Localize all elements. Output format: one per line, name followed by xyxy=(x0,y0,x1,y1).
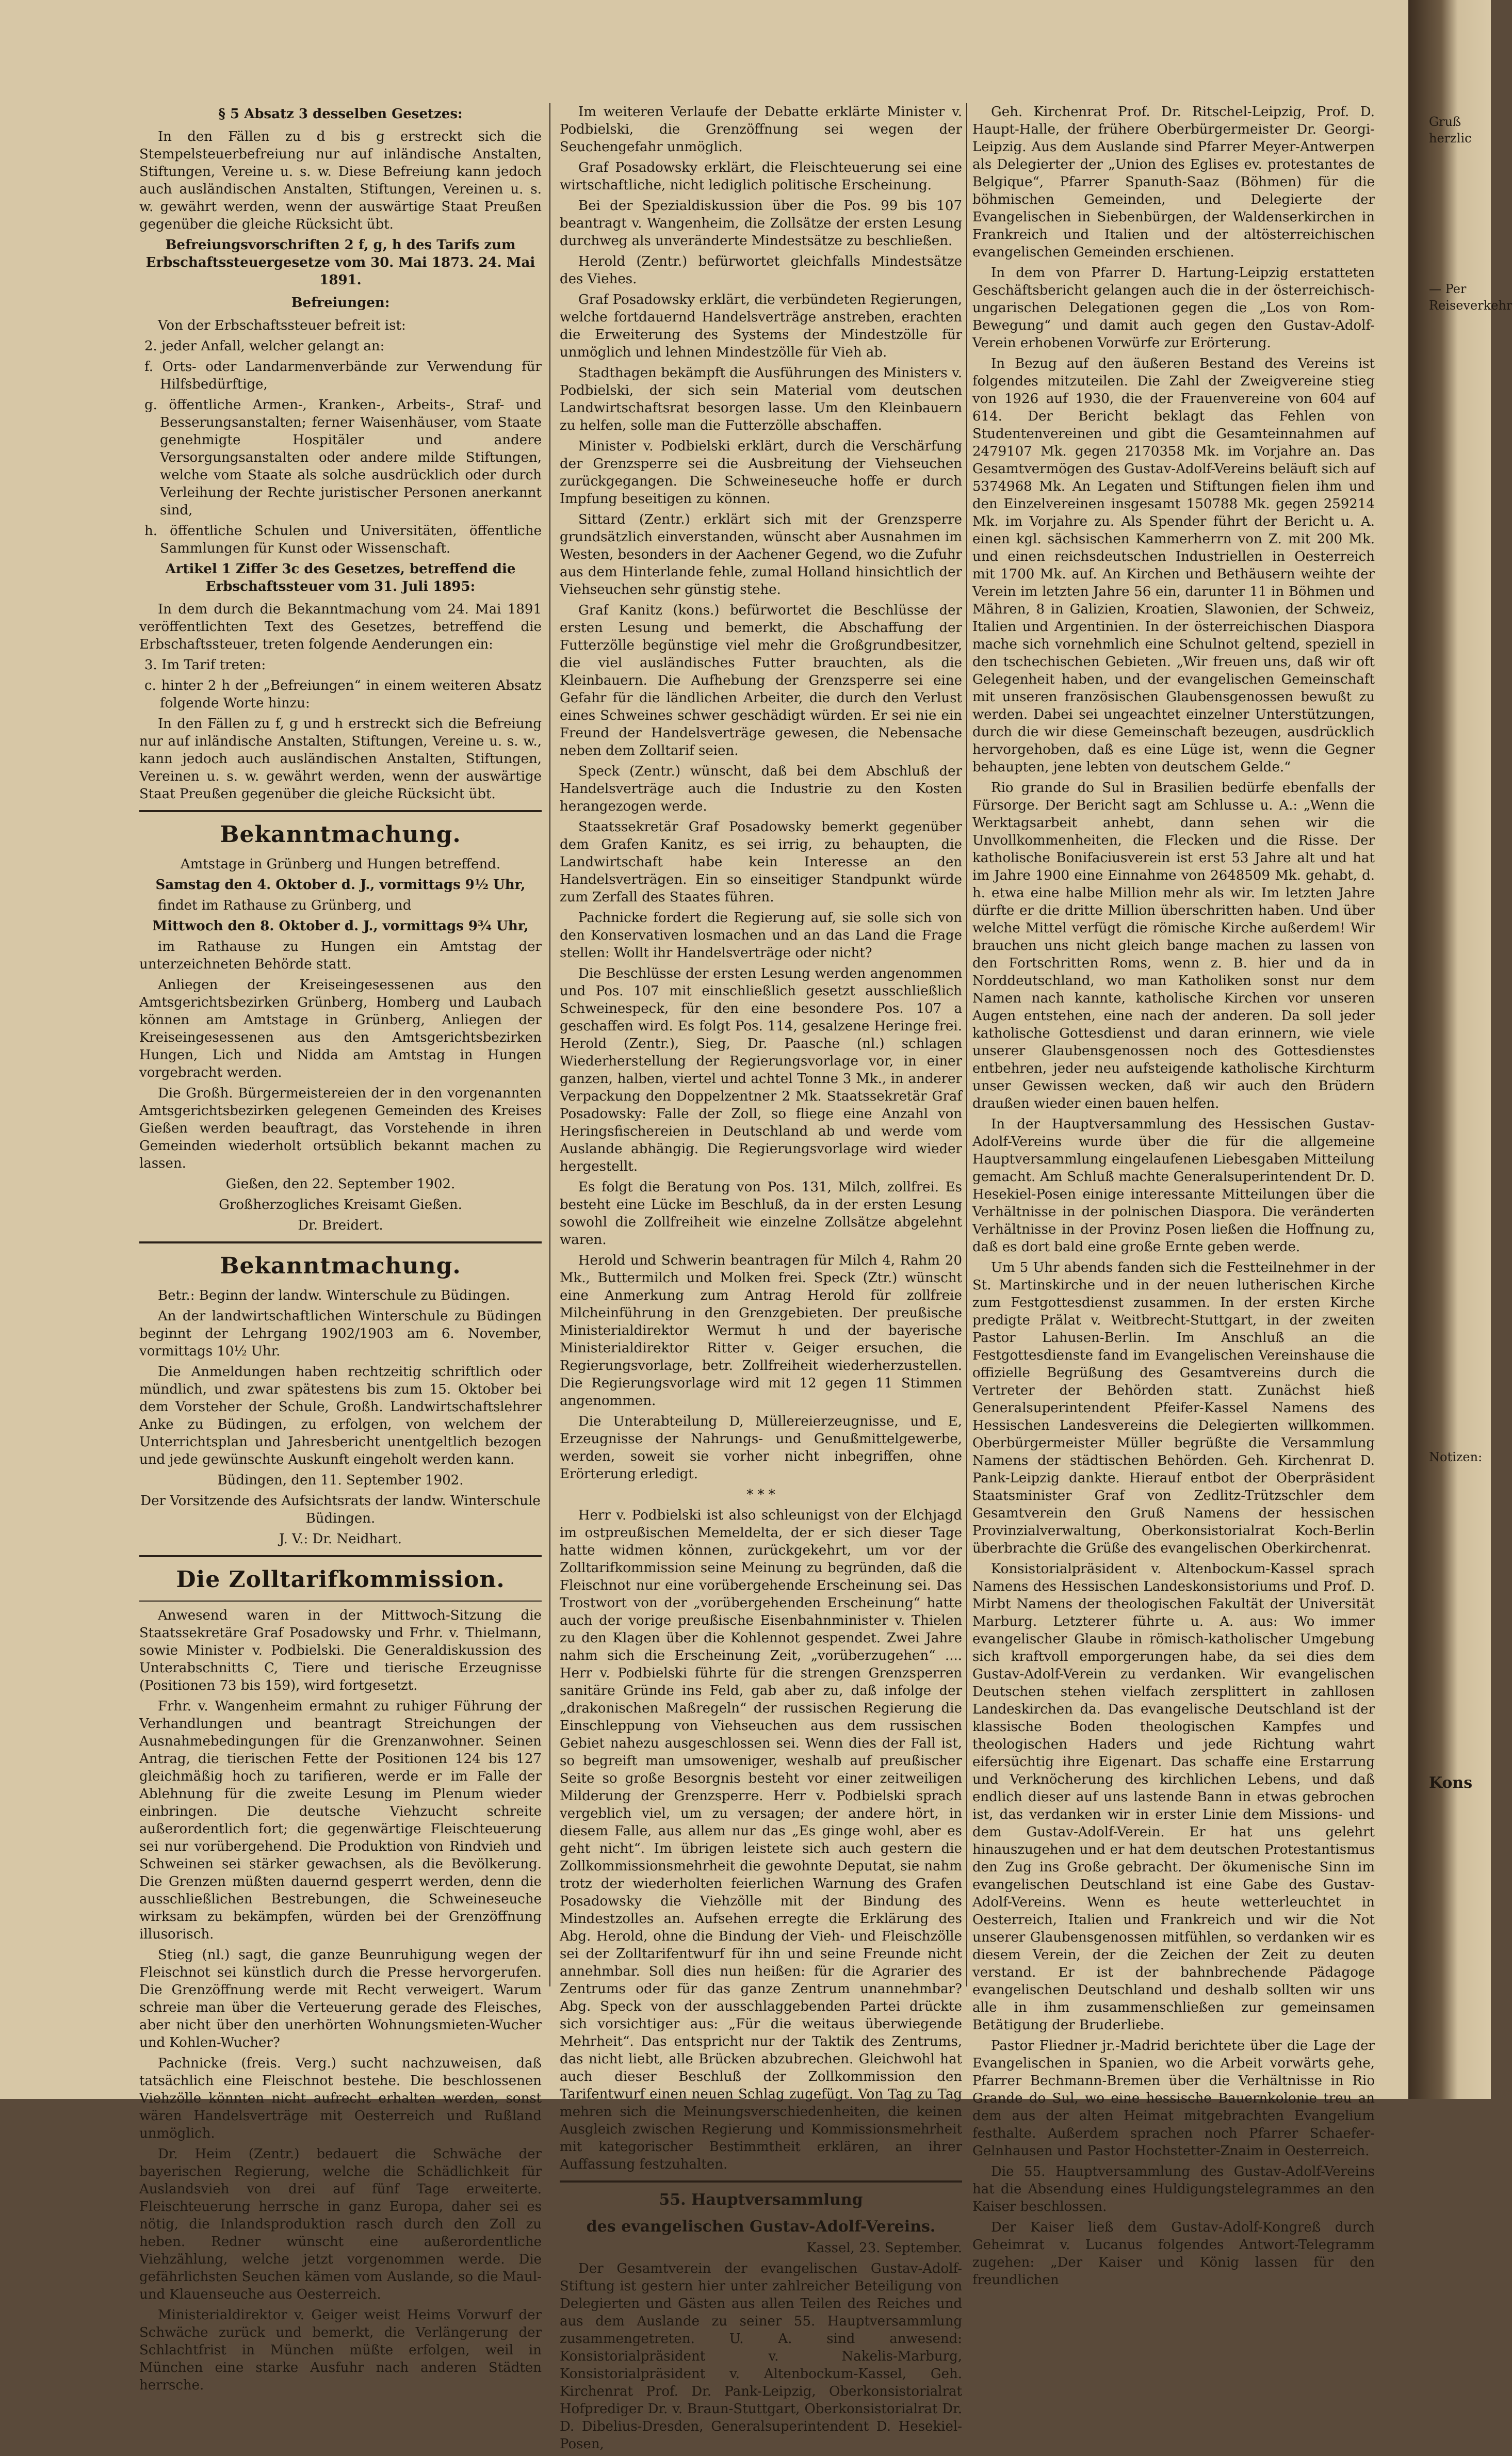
paragraph: Anliegen der Kreiseingesessenen aus den Amtsgerichtsbezirken Grünberg, Homberg und Laubach können am Amtstage in Grünberg, Anliegen der Kreiseingesessenen aus den Amtsgerichtsbezirken Hungen, Lich und Nidda am Amtstag in Hungen vorgebracht werden. xyxy=(139,977,542,1080)
article-title: 55. Hauptversammlung xyxy=(659,2191,863,2209)
paragraph: In dem von Pfarrer D. Hartung-Leipzig erstatteten Geschäftsbericht gelangen auch die in der österreichisch-ungarischen Delegationen gegen die „Los von Rom-Bewegung“ und damit auch gegen den Gustav-Adolf-Verein erhobenen Vorwürfe zur Erörterung. xyxy=(972,265,1375,351)
paragraph: Die Großh. Bürgermeistereien der in den vorgenannten Amtsgerichtsbezirken gelegenen Gemeinden des Kreises Gießen werden beauftragt, das Vorstehende in ihren Gemeinden wiederholt ortsüblich bekannt machen zu lassen. xyxy=(139,1086,542,1171)
paragraph: Graf Kanitz (kons.) befürwortet die Beschlüsse der ersten Lesung und bemerkt, die Abschaffung der Futterzölle begünstige viel mehr die Großgrundbesitzer, die viel ausländisches Futter brauchten, als die Kleinbauern. Die Aufhebung der Grenzsperre sei eine Gefahr für die ländlichen Arbeiter, die durch den Verlust eines Schweines schwer geschädigt würden. Er sei nie ein Freund der Handelsverträge gewesen, die Nebensache neben dem Zolltarif seien. xyxy=(560,603,962,758)
paragraph: Die Unterabteilung D, Müllereierzeugnisse, und E, Erzeugnisse der Nahrungs- und Genußmittelgewerbe, werden, soweit sie vorher nicht inbegriffen, ohne Erörterung erledigt. xyxy=(560,1414,962,1482)
column-1 xyxy=(139,103,542,2397)
notice-signature: Gießen, den 22. September 1902. xyxy=(225,1176,456,1192)
notice-subject: Amtstage in Grünberg und Hungen betreffend. xyxy=(180,857,501,872)
paragraph: Frhr. v. Wangenheim ermahnt zu ruhiger Führung der Verhandlungen und beantragt Streichungen der Ausnahmebedingungen für die Grenzanwohner. Seinen Antrag, die tierischen Fette der Positionen 124 bis 127 gleichmäßig hoch zu tarifieren, werde er im Falle der Ablehnung für die zweite Lesung im Plenum wieder einbringen. Die deutsche Viehzucht schreite außerordentlich fort; die gegenwärtige Fleischteuerung sei nur vorübergehend. Die Produktion von Rindvieh und Schweinen sei stärker gewachsen, als die Bevölkerung. Die Grenzen müßten dauernd gesperrt werden, denn die ausschließlichen Bestrebungen, die Schweineseuche wirksam zu bekämpfen, würden bei der Grenzöffnung illusorisch. xyxy=(139,1699,542,1942)
paragraph: Pachnicke fordert die Regierung auf, sie solle sich von den Konservativen losmachen und an das Land die Frage stellen: Wollt ihr Handelsverträge oder nicht? xyxy=(560,910,962,961)
divider xyxy=(560,2180,962,2183)
divider xyxy=(139,1601,542,1602)
adjacent-page-strip xyxy=(1429,114,1512,1792)
column-3 xyxy=(972,103,1375,2292)
column-2 xyxy=(560,103,962,2456)
paragraph: Die 55. Hauptversammlung des Gustav-Adolf-Vereins hat die Absendung eines Huldigungstelegrammes an den Kaiser beschlossen. xyxy=(972,2164,1375,2215)
paragraph: Herold (Zentr.) befürwortet gleichfalls Mindestsätze des Viehes. xyxy=(560,254,962,287)
notice-signature: Büdingen, den 11. September 1902. xyxy=(217,1473,464,1488)
paragraph: Herold und Schwerin beantragen für Milch 4, Rahm 20 Mk., Buttermilch und Molken frei. Speck (Ztr.) wünscht eine Anmerkung zum Antrag Herold für zollfreie Milcheinführung in den Grenzgebieten. Der preußische Ministerialdirektor Wermut h und der bayerische Ministerialdirektor Ritter v. Geiger ersuchen, die Regierungsvorlage, betr. Zollfreiheit wiederherzustellen. Die Regierungsvorlage wird mit 12 gegen 11 Stimmen angenommen. xyxy=(560,1253,962,1409)
notice-subject: Betr.: Beginn der landw. Winterschule zu Büdingen. xyxy=(158,1288,510,1303)
notice-title: Bekanntmachung. xyxy=(220,1253,461,1279)
subheading: Befreiungen: xyxy=(291,295,390,311)
list-item: g. öffentliche Armen-, Kranken-, Arbeits-, Straf- und Besserungsanstalten; ferner Waisenhäuser, vom Staate genehmigte Hospitäler und andere Versorgungsanstalten oder andere milde Stiftungen, welche vom Staate als solche ausdrücklich oder durch Verleihung der Rechte juristischer Personen anerkannt sind, xyxy=(144,397,542,518)
paragraph: In den Fällen zu d bis g erstreckt sich die Stempelsteuerbefreiung nur auf inländische Anstalten, Stiftungen, Vereine u. s. w. Diese Befreiung kann jedoch auch ausländischen Anstalten, Stiftungen, Vereinen u. s. w. gewährt werden, wenn der auswärtige Staat Preußen gegenüber die gleiche Rücksicht übt. xyxy=(139,129,542,232)
paragraph: Dr. Heim (Zentr.) bedauert die Schwäche der bayerischen Regierung, welche die Schädlichkeit für Auslandsvieh von drei auf fünf Tage erweiterte. Fleischteuerung herrsche in ganz Europa, daher sei es nötig, die Inlandsproduktion rasch durch den Zoll zu heben. Redner wünscht eine außerordentliche Viehzählung, welche jetzt vorgenommen werde. Die gefährlichsten Seuchen kämen vom Auslande, so die Maul- und Klauenseuche aus Oesterreich. xyxy=(139,2146,542,2302)
section-heading: Artikel 1 Ziffer 3c des Gesetzes, betreffend die Erbschaftssteuer vom 31. Juli 1895: xyxy=(165,561,516,594)
paragraph: Im weiteren Verlaufe der Debatte erklärte Minister v. Podbielski, die Grenzöffnung sei wegen der Seuchengefahr unmöglich. xyxy=(560,104,962,155)
dateline: Kassel, 23. September. xyxy=(806,2240,962,2256)
paragraph: Von der Erbschaftssteuer befreit ist: xyxy=(158,318,406,333)
column-rule-1 xyxy=(549,103,550,1986)
paragraph: Sittard (Zentr.) erklärt sich mit der Grenzsperre grundsätzlich einverstanden, wünscht aber Ausnahmen im Westen, besonders in der Aachener Gegend, wo die Zufuhr aus dem Hinterlande fehle, zumal Holland hinsichtlich der Viehseuchen sehr günstig stehe. xyxy=(560,512,962,597)
strip-text: Kons xyxy=(1429,1774,1473,1792)
divider xyxy=(139,810,542,812)
paragraph: In Bezug auf den äußeren Bestand des Vereins ist folgendes mitzuteilen. Die Zahl der Zweigvereine stieg von 1926 auf 1930, die der Frauenvereine von 604 auf 614. Der Bericht beklagt das Fehlen von Studentenvereinen und gibt die Gesamteinnahmen auf 2479107 Mk. gegen 2170358 Mk. im Vorjahre an. Das Gesamtvermögen des Gustav-Adolf-Vereins beläuft sich auf 5374968 Mk. An Legaten und Stiftungen fielen ihm und den Einzelvereinen insgesamt 150788 Mk. gegen 259214 Mk. im Vorjahre zu. Als Spender führt der Bericht u. A. einen kgl. sächsischen Kammerherrn von Z. mit 200 Mk. und einen reichsdeutschen Industriellen in Oesterreich mit 1700 Mk. auf. An Kirchen und Bethäusern weihte der Verein im letzten Jahre 56 ein, darunter 11 in Böhmen und Mähren, 8 in Galizien, Kroatien, Slawonien, der Schweiz, Italien und Argentinien. In der österreichischen Diaspora mache sich vornehmlich eine Schulnot geltend, speziell in den tschechischen Gebieten. „Wir freuen uns, daß wir oft Gelegenheit haben, und der evangelischen Gemeinschaft mit unseren französischen Glaubensgenossen bewußt zu werden. Dabei sei ungeachtet einzelner Unterstützungen, durch die wir diese Gemeinschaft bezeugen, ausdrücklich hervorgehoben, daß es eine Lüge ist, wenn die Gegner behaupten, jene lebten von deutschem Gelde.“ xyxy=(972,356,1375,775)
paragraph: Rio grande do Sul in Brasilien bedürfe ebenfalls der Fürsorge. Der Bericht sagt am Schlusse u. A.: „Wenn die Werktagsarbeit anhebt, dann sehen wir die Unvollkommenheiten, die Flecken und die Risse. Der katholische Bonifaciusverein ist erst 53 Jahre alt und hat im Jahre 1900 eine Einnahme von 2648509 Mk. gehabt, d. h. etwa eine halbe Million mehr als wir. Im letzten Jahre dürfte er die dritte Million überschritten haben. Und über welche Mittel verfügt die römische Kirche außerdem! Wir brauchen uns nicht gleich bange machen zu lassen von den Fortschritten Roms, wenn z. B. hier und da in Norddeutschland, wo man Katholiken sonst nur dem Namen nach kannte, katholische Kirchen vor unseren Augen entstehen, eine nach der anderen. Da soll jeder katholische Gottesdienst und daran erinnern, wie viele unserer Glaubensgenossen noch des Gottesdienstes entbehren, jeder neu aufsteigende katholische Kirchturm unser Gewissen wecken, daß wir auch den Brüdern draußen wieder einen bauen helfen. xyxy=(972,780,1375,1111)
paragraph: Geh. Kirchenrat Prof. Dr. Ritschel-Leipzig, Prof. D. Haupt-Halle, der frühere Oberbürgermeister Dr. Georgi-Leipzig. Aus dem Auslande sind Pfarrer Meyer-Antwerpen als Delegierter der „Union des Eglises ev. protestantes de Belgique“, Pfarrer Spanuth-Saaz (Böhmen) für die böhmischen Gemeinden, und Delegierte der Evangelischen in Siebenbürgen, der Waldenserkirchen in Frankreich und Italien und der altösterreichischen evangelischen Gemeinden erschienen. xyxy=(972,104,1375,260)
article-title: des evangelischen Gustav-Adolf-Vereins. xyxy=(586,2218,936,2236)
list-item: f. Orts- oder Landarmenverbände zur Verwendung für Hilfsbedürftige, xyxy=(144,359,542,392)
paragraph: Die Anmeldungen haben rechtzeitig schriftlich oder mündlich, und zwar spätestens bis zum 15. Oktober bei dem Vorsteher der Schule, Großh. Landwirtschaftslehrer Anke zu Büdingen, zu erfolgen, von welchem der Unterrichtsplan und Jahresbericht unentgeltlich bezogen und jede gewünschte Auskunft eingeholt werden kann. xyxy=(139,1364,542,1467)
notice-date: Mittwoch den 8. Oktober d. J., vormittags 9¾ Uhr, xyxy=(152,918,529,934)
notice-signature: J. V.: Dr. Neidhart. xyxy=(279,1531,402,1547)
paragraph: In dem durch die Bekanntmachung vom 24. Mai 1891 veröffentlichten Text des Gesetzes, betreffend die Erbschaftssteuer, treten folgende Aenderungen ein: xyxy=(139,602,542,652)
strip-text: Notizen: xyxy=(1429,1450,1483,1464)
notice-date: Samstag den 4. Oktober d. J., vormittags 9½ Uhr, xyxy=(155,877,526,893)
list-item: h. öffentliche Schulen und Universitäten, öffentliche Sammlungen für Kunst oder Wissenschaft. xyxy=(144,523,542,556)
paragraph: im Rathause zu Hungen ein Amtstag der unterzeichneten Behörde statt. xyxy=(139,939,542,972)
paragraph: Stieg (nl.) sagt, die ganze Beunruhigung wegen der Fleischnot sei künstlich durch die Presse hervorgerufen. Die Grenzöffnung werde mit Recht verweigert. Warum schreie man über die Verteuerung gerade des Fleisches, aber nicht über den unerhörten Wohnungsmieten-Wucher und Kohlen-Wucher? xyxy=(139,1947,542,2050)
paragraph: Der Gesamtverein der evangelischen Gustav-Adolf-Stiftung ist gestern hier unter zahlreicher Beteiligung von Delegierten und Gästen aus allen Teilen des Reiches und aus dem Auslande zu seiner 55. Hauptversammlung zusammengetreten. U. A. sind anwesend: Konsistorialpräsident v. Nakelis-Marburg, Konsistorialpräsident v. Altenbockum-Kassel, Geh. Kirchenrat Prof. Dr. Pank-Leipzig, Oberkonsistorialrat Hofprediger Dr. v. Braun-Stuttgart, Oberkonsistorialrat Dr. D. Dibelius-Dresden, Generalsuperintendent D. Hesekiel-Posen, xyxy=(560,2261,962,2452)
list-item: 3. Im Tarif treten: xyxy=(144,657,266,673)
divider xyxy=(139,1555,542,1557)
divider xyxy=(139,1241,542,1243)
paragraph: Ministerialdirektor v. Geiger weist Heims Vorwurf der Schwäche zurück und bemerkt, die Verlängerung der Schlachtfrist in München müßte erfolgen, weil in München eine starke Ausfuhr nach anderen Städten herrsche. xyxy=(139,2307,542,2393)
paragraph: In den Fällen zu f, g und h erstreckt sich die Befreiung nur auf inländische Anstalten, Stiftungen, Vereine u. s. w., kann jedoch auch ausländischen Anstalten, Stiftungen, Vereinen u. s. w. gewährt werden, wenn der auswärtige Staat Preußen gegenüber die gleiche Rücksicht übt. xyxy=(139,716,542,802)
paragraph: Der Kaiser ließ dem Gustav-Adolf-Kongreß durch Geheimrat v. Lucanus folgendes Antwort-Telegramm zugehen: „Der Kaiser und König lassen für den freundlichen xyxy=(972,2220,1375,2288)
paragraph: In der Hauptversammlung des Hessischen Gustav-Adolf-Vereins wurde über die für die allgemeine Hauptversammlung eingelaufenen Liebesgaben Mitteilung gemacht. Am Schluß machte Generalsuperintendent Dr. D. Hesekiel-Posen einige interessante Mitteilungen über die Verhältnisse in der polnischen Diaspora. Die veränderten Verhältnisse in der Provinz Posen ließen die Hoffnung zu, daß es dort bald eine große Ernte geben werde. xyxy=(972,1117,1375,1255)
paragraph: Um 5 Uhr abends fanden sich die Festteilnehmer in der St. Martinskirche und in der neuen lutherischen Kirche zum Festgottesdienst zusammen. In der ersten Kirche predigte Prälat v. Weitbrecht-Stuttgart, in der zweiten Pastor Lahusen-Berlin. Im Anschluß an die Festgottesdienste fand im Evangelischen Vereinshause die offizielle Begrüßung des Gesamtvereins durch die Vertreter der Behörden statt. Zunächst hieß Generalsuperintendent Pfeifer-Kassel Namens des Hessischen Landesvereins die Delegierten willkommen. Oberbürgermeister Müller begrüßte die Versammlung Namens der städtischen Behörden. Geh. Kirchenrat D. Pank-Leipzig dankte. Hierauf entbot der Oberpräsident Staatsminister Graf von Zedlitz-Trützschler dem Gesamtverein den Gruß Namens der hessischen Provinzialverwaltung, Oberkonsistorialrat Koch-Berlin überbrachte die Grüße des evangelischen Oberkirchenrat. xyxy=(972,1260,1375,1556)
paragraph: Graf Posadowsky erklärt, die verbündeten Regierungen, welche fortdauernd Handelsverträge anstreben, erachten die Erweiterung des Systems der Mindestzölle für unmöglich und lehnen Mindestzölle für Vieh ab. xyxy=(560,292,962,360)
paragraph: Es folgt die Beratung von Pos. 131, Milch, zollfrei. Es besteht eine Lücke im Beschluß, da in der ersten Lesung sowohl die Zollfreiheit wie einzelne Zollsätze abgelehnt waren. xyxy=(560,1179,962,1248)
notice-signature: Der Vorsitzende des Aufsichtsrats der landw. Winterschule Büdingen. xyxy=(140,1493,541,1526)
notice-title: Bekanntmachung. xyxy=(220,821,461,848)
column-rule-2 xyxy=(966,103,967,1986)
notice-signature: Großherzogliches Kreisamt Gießen. xyxy=(219,1197,462,1213)
strip-text: Gruß herzlic xyxy=(1429,115,1472,146)
list-item: 2. jeder Anfall, welcher gelangt an: xyxy=(144,338,385,354)
paragraph: An der landwirtschaftlichen Winterschule zu Büdingen beginnt der Lehrgang 1902/1903 am 6. November, vormittags 10½ Uhr. xyxy=(139,1308,542,1359)
strip-text: Reiseverkehr xyxy=(1429,298,1512,313)
paragraph: findet im Rathause zu Grünberg, und xyxy=(158,898,412,913)
paragraph: Anwesend waren in der Mittwoch-Sitzung die Staatssekretäre Graf Posadowsky und Frhr. v. Thielmann, sowie Minister v. Podbielski. Die Generaldiskussion des Unterabschnitts C, Tiere und tierische Erzeugnisse (Positionen 73 bis 159), wird fortgesetzt. xyxy=(139,1608,542,1693)
strip-text: — Per xyxy=(1429,282,1467,296)
paragraph: Bei der Spezialdiskussion über die Pos. 99 bis 107 beantragt v. Wangenheim, die Zollsätze der ersten Lesung durchweg als unveränderte Mindestsätze zu beschließen. xyxy=(560,198,962,249)
article-title: Die Zolltarifkommission. xyxy=(176,1566,505,1593)
notice-signature: Dr. Breidert. xyxy=(298,1218,383,1233)
paragraph: Konsistorialpräsident v. Altenbockum-Kassel sprach Namens des Hessischen Landeskonsistoriums und Prof. D. Mirbt Namens der theologischen Fakultät der Universität Marburg. Letzterer führte u. A. aus: Wo immer evangelischer Glaube in römisch-katholischer Umgebung sich kraftvoll emporgerungen habe, da sei dies dem Gustav-Adolf-Verein zu verdanken. Wir evangelischen Deutschen stehen vielfach zersplittert in zahllosen Landeskirchen da. Das evangelische Deutschland ist der klassische Boden theologischen Kampfes und theologischen Haders und jede Richtung wahrt eifersüchtig ihre Eigenart. Das schaffe eine Erstarrung und Verknöcherung des kirchlichen Lebens, und daß endlich dieser auf uns lastende Bann in etwas gebrochen ist, das verdanken wir in erster Linie dem Missions- und dem Gustav-Adolf-Verein. Er hat uns gelehrt hinauszugehen und er hat dem deutschen Protestantismus den Zug ins Große gebracht. Der ökumenische Sinn im evangelischen Deutschland ist eine Gabe des Gustav-Adolf-Vereins. Wenn es heute wetterleuchtet in Oesterreich, Italien und Frankreich und wir die Not unserer Glaubensgenossen mitfühlen, so verdanken wir es diesem Verein, der die Zeichen der Zeit zu deuten verstand. Er ist der bahnbrechende Pädagoge evangelischen Deutschland und deshalb sollten wir uns alle in ihm zusammenschließen zur gemeinsamen Betätigung der Bruderliebe. xyxy=(972,1561,1375,2033)
paragraph: Pachnicke (freis. Verg.) sucht nachzuweisen, daß tatsächlich eine Fleischnot bestehe. Die beschlossenen Viehzölle könnten nicht aufrecht erhalten werden, sonst wären Handelsverträge mit Oesterreich und Rußland unmöglich. xyxy=(139,2056,542,2141)
paragraph: Minister v. Podbielski erklärt, durch die Verschärfung der Grenzsperre sei die Ausbreitung der Viehseuchen zurückgegangen. Die Schweineseuche hoffe er durch Impfung beseitigen zu können. xyxy=(560,439,962,507)
paragraph: Stadthagen bekämpft die Ausführungen des Ministers v. Podbielski, der sich sein Material vom deutschen Landwirtschaftsrat besorgen lasse. Um den Kleinbauern zu helfen, solle man die Futterzölle abschaffen. xyxy=(560,365,962,433)
list-item: c. hinter 2 h der „Befreiungen“ in einem weiteren Absatz folgende Worte hinzu: xyxy=(144,678,542,711)
paragraph: Speck (Zentr.) wünscht, daß bei dem Abschluß der Handelsverträge auch die Industrie zu den Kosten herangezogen werde. xyxy=(560,764,962,814)
paragraph: Graf Posadowsky erklärt, die Fleischteuerung sei eine wirtschaftliche, nicht lediglich politische Erscheinung. xyxy=(560,160,962,193)
separator: * * * xyxy=(746,1487,775,1502)
paragraph: Staatssekretär Graf Posadowsky bemerkt gegenüber dem Grafen Kanitz, es sei irrig, zu behaupten, die Landwirtschaft habe kein Interesse an den Handelsverträgen. Ein so einseitiger Standpunkt würde zum Zerfall des Staates führen. xyxy=(560,819,962,905)
section-heading: § 5 Absatz 3 desselben Gesetzes: xyxy=(218,106,463,122)
paragraph: Pastor Fliedner jr.-Madrid berichtete über die Lage der Evangelischen in Spanien, wo die Arbeit vorwärts gehe, Pfarrer Bechmann-Bremen über die Verhältnisse in Rio Grande do Sul, wo eine hessische Bauernkolonie treu an dem aus der alten Heimat mitgebrachten Evangelium festhalte. Außerdem sprachen noch Pfarrer Schaefer-Gelnhausen und Pastor Hochstetter-Znaim in Oesterreich. xyxy=(972,2038,1375,2159)
section-heading: Befreiungsvorschriften 2 f, g, h des Tarifs zum Erbschaftssteuergesetze vom 30. Mai 1873. 24. Mai 1891. xyxy=(145,237,535,288)
paragraph: Die Beschlüsse der ersten Lesung werden angenommen und Pos. 107 mit einschließlich gesetzt ausschließlich Schweinespeck, für den eine besondere Pos. 107 a geschaffen wird. Es folgt Pos. 114, gesalzene Heringe frei. Herold (Zentr.), Sieg, Dr. Paasche (nl.) schlagen Wiederherstellung der Regierungsvorlage vor, in einer ganzen, halben, viertel und achtel Tonne 3 Mk., in anderer Verpackung den Doppelzentner 2 Mk. Staatssekretär Graf Posadowsky: Falle der Zoll, so fliege eine Anzahl von Heringsfischereien in Deutschland ab und werde vom Auslande abhängig. Die Regierungsvorlage wird wieder hergestellt. xyxy=(560,966,962,1174)
paragraph: Herr v. Podbielski ist also schleunigst von der Elchjagd im ostpreußischen Memeldelta, der er sich dieser Tage hatte widmen können, zurückgekehrt, um vor der Zolltarifkommission seine Meinung zu begründen, daß die Fleischnot nur eine vorübergehende Erscheinung sei. Das Trostwort von der „vorübergehenden Erscheinung“ hatte auch der vorige preußische Eisenbahnminister v. Thielen zu den Klagen über die Kohlennot gespendet. Zwei Jahre nahm sich die Erscheinung Zeit, „vorüberzugehen“ .... Herr v. Podbielski führte für die strengen Grenzsperren sanitäre Gründe ins Feld, gab aber zu, daß infolge der „drakonischen Maßregeln“ der russischen Regierung die Einschleppung von Viehseuchen aus dem russischen Gebiet nahezu ausgeschlossen sei. Wenn dies der Fall ist, so begreift man umsoweniger, weshalb auf preußischer Seite so große Besorgnis besteht vor einer zeitweiligen Milderung der Grenzsperre. Herr v. Podbielski sprach vergeblich viel, um zu versagen; der andere hört, in diesem Falle, aus allem nur das „Es ginge wohl, aber es geht nicht“. Im übrigen leistete sich auch gestern die Zollkommissionsmehrheit die gewohnte Deputat, sie nahm trotz der wiederholten feierlichen Warnung des Grafen Posadowsky die Viehzölle mit der Bindung des Mindestzolles an. Aufsehen erregte die Erklärung des Abg. Herold, ohne die Bindung der Vieh- und Fleischzölle sei der Zolltarifentwurf für ihn und seine Freunde nicht annehmbar. Soll dies nun heißen: für die Agrarier des Zentrums oder für das ganze Zentrum unannehmbar? Abg. Speck von der ausschlaggebenden Partei drückte sich vorsichtiger aus: „Für die weitaus überwiegende Mehrheit“. Das entspricht nur der Taktik des Zentrums, das nicht liebt, alle Brücken abzubrechen. Gleichwohl hat auch dieser Beschluß der Zollkommission den Tarifentwurf einen neuen Schlag zugefügt. Von Tag zu Tag mehren sich die Meinungsverschiedenheiten, die keinen Ausgleich zwischen Regierung und Kommissionsmehrheit mit kategorischer Bestimmtheit erklären, an ihrer Auffassung festzuhalten. xyxy=(560,1508,962,2172)
